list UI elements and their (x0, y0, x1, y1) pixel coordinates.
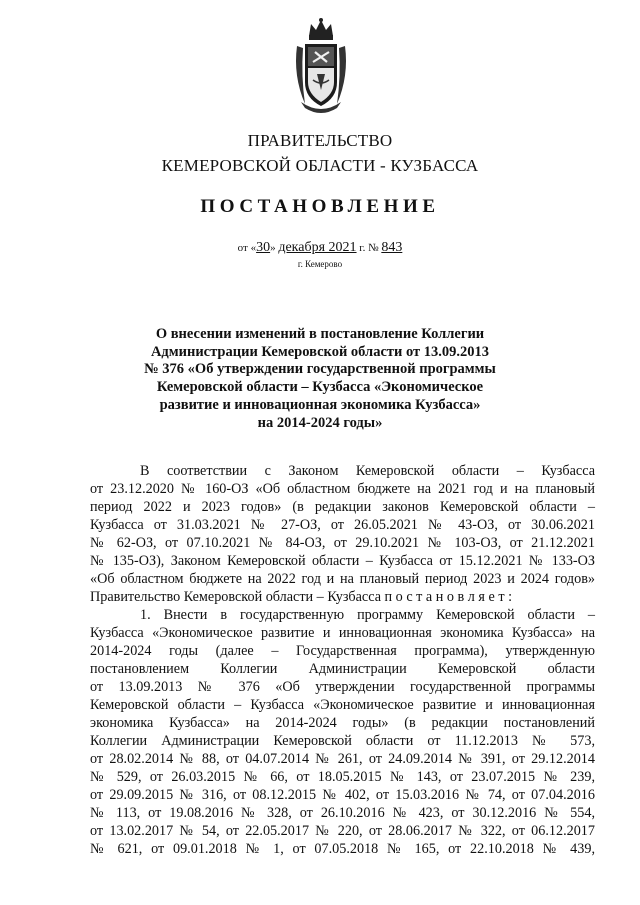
city-name: г. Кемерово (297, 259, 343, 269)
date-suffix: г. № (359, 242, 379, 254)
coat-of-arms-emblem (291, 16, 351, 116)
body-line: № 621, от 09.01.2018 № 1, от 07.05.2018 № 165, от 22.10.2018 № 439, (90, 841, 595, 857)
body-line: период 2022 и 2023 годов» (в редакции законов Кемеровской области – (90, 499, 595, 515)
date-day: 30 (256, 240, 271, 255)
body-line: «Об областном бюджете на 2022 год и на плановый период 2023 и 2024 годов» (90, 571, 595, 587)
body-line: от 13.09.2013 № 376 «Об утверждении государственной программы (90, 679, 595, 695)
body-line: Правительство Кемеровской области – Кузбасса п о с т а н о в л я е т : (90, 589, 513, 605)
body-line: от 13.02.2017 № 54, от 22.05.2017 № 220, от 28.06.2017 № 322, от 06.12.2017 (90, 823, 595, 839)
date-mid: » (270, 242, 276, 254)
document-number: 843 (381, 240, 403, 255)
body-line: № 135-ОЗ), Законом Кемеровской области – Кузбасса от 15.12.2021 № 133-ОЗ (90, 553, 595, 569)
body-line: В соответствии с Законом Кемеровской области – Кузбасса (140, 463, 595, 479)
title-line: О внесении изменений в постановление Коллегии (155, 326, 485, 342)
government-name-line2: КЕМЕРОВСКОЙ ОБЛАСТИ - КУЗБАССА (161, 156, 479, 175)
document-title (110, 326, 530, 432)
body-line: № 113, от 19.08.2016 № 328, от 26.10.2016 № 423, от 30.12.2016 № 554, (90, 805, 595, 821)
government-name-line1: ПРАВИТЕЛЬСТВО (247, 131, 393, 150)
body-line: от 29.09.2015 № 316, от 08.12.2015 № 402, от 15.03.2016 № 74, от 07.04.2016 (90, 787, 595, 803)
body-line: постановлением Коллегии Администрации Кемеровской области (90, 661, 595, 677)
body-line: Кемеровской области – Кузбасса «Экономическое развитие и инновационная (90, 697, 595, 713)
document-type-heading: ПОСТАНОВЛЕНИЕ (200, 196, 440, 217)
date-month-year: декабря 2021 (278, 240, 357, 255)
body-line: от 28.02.2014 № 88, от 04.07.2014 № 261, от 24.09.2014 № 391, от 29.12.2014 (90, 751, 595, 767)
body-line: 2014-2024 годы (далее – Государственная программа), утвержденную (90, 643, 595, 659)
body-line: Кузбасса от 31.03.2021 № 27-ОЗ, от 26.05.2021 № 43-ОЗ, от 30.06.2021 (90, 517, 595, 533)
title-line: Кемеровской области – Кузбасса «Экономическое (156, 379, 484, 396)
body-line: № 62-ОЗ, от 07.10.2021 № 84-ОЗ, от 29.10.2021 № 103-ОЗ, от 21.12.2021 (90, 535, 595, 551)
title-line: на 2014-2024 годы» (257, 414, 383, 431)
title-line: Администрации Кемеровской области от 13.09.2013 (150, 343, 490, 360)
body-line: Кузбасса «Экономическое развитие и инновационная экономика Кузбасса» на (90, 625, 595, 641)
body-line: № 529, от 26.03.2015 № 66, от 18.05.2015 № 143, от 23.07.2015 № 239, (90, 769, 595, 785)
title-line: развитие и инновационная экономика Кузбасса» (159, 396, 481, 413)
date-prefix: от « (237, 242, 257, 254)
document-date-line (0, 240, 640, 256)
body-line: от 23.12.2020 № 160-ОЗ «Об областном бюджете на 2021 год и на плановый (90, 481, 595, 497)
body-line: экономика Кузбасса» на 2014-2024 годы» (в редакции постановлений (90, 715, 595, 731)
body-line: 1. Внести в государственную программу Кемеровской области – (140, 607, 595, 623)
body-line: Коллегии Администрации Кемеровской области от 11.12.2013 № 573, (90, 733, 595, 749)
title-line: № 376 «Об утверждении государственной программы (144, 361, 496, 378)
